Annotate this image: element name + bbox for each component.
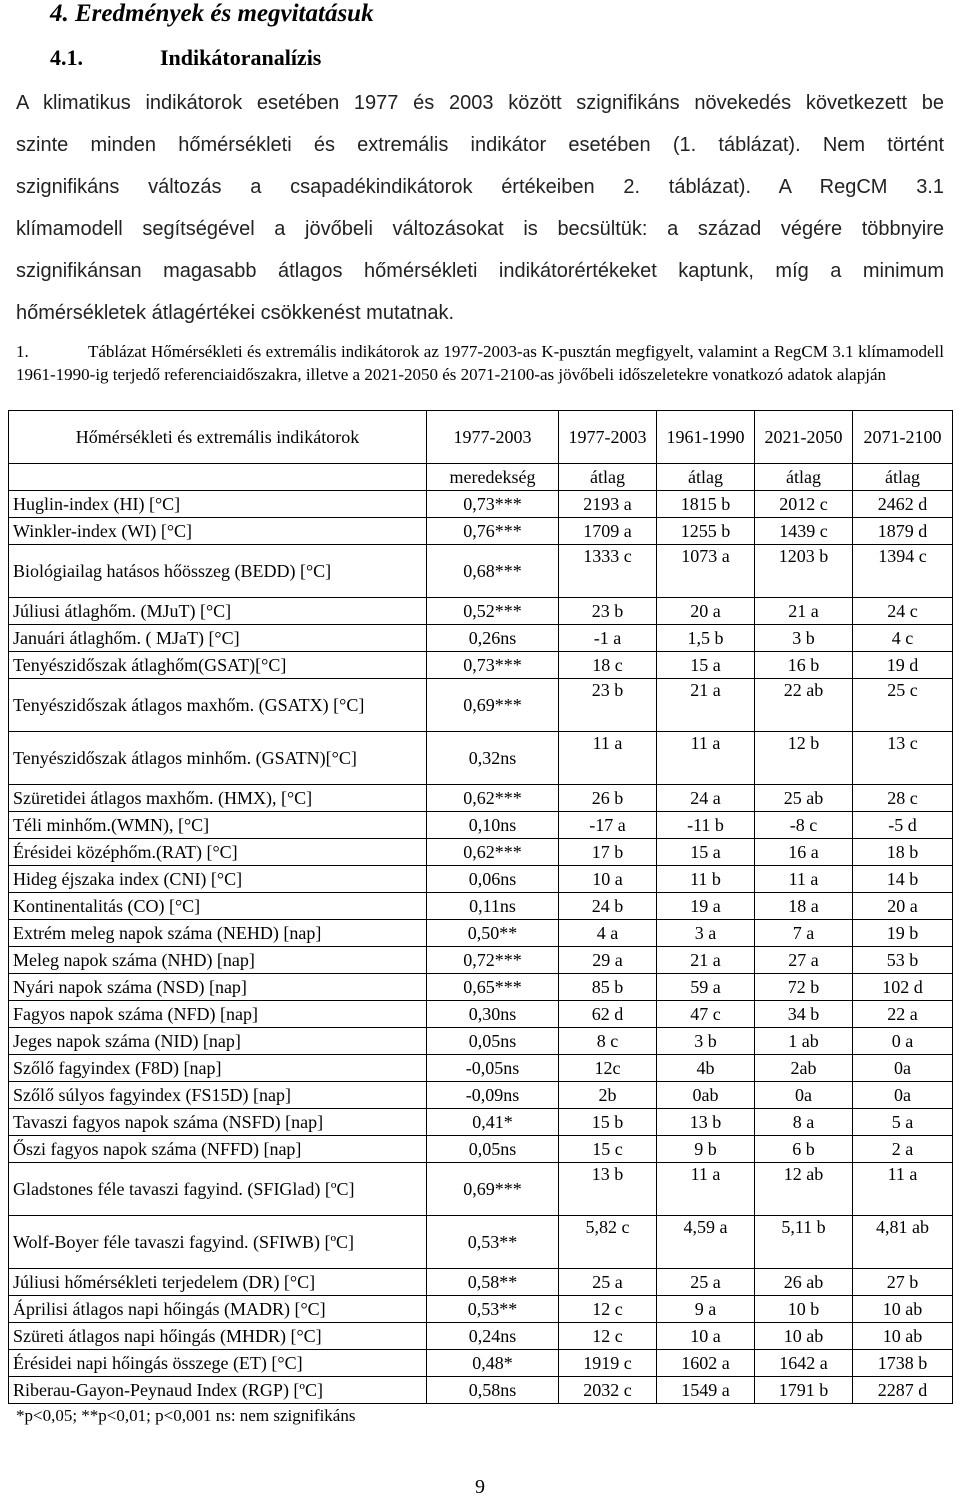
table-row	[9, 545, 953, 598]
mean-value: 22 a	[853, 1001, 953, 1028]
indicator-name: Januári átlaghőm. ( MJaT) [°C]	[9, 625, 427, 652]
slope-value: 0,41*	[427, 1109, 559, 1136]
slope-value: 0,65***	[427, 974, 559, 1001]
mean-value: 2193 a	[559, 491, 657, 518]
mean-value: 2ab	[755, 1055, 853, 1082]
mean-value: 1791 b	[755, 1377, 853, 1404]
mean-value: 11 b	[657, 866, 755, 893]
table-header-row	[9, 411, 953, 464]
mean-value: 11 a	[559, 732, 657, 785]
mean-value: 102 d	[853, 974, 953, 1001]
indicator-name: Téli minhőm.(WMN), [°C]	[9, 812, 427, 839]
mean-value: 2 a	[853, 1136, 953, 1163]
slope-value: 0,76***	[427, 518, 559, 545]
mean-value: 25 a	[559, 1269, 657, 1296]
mean-value: 24 c	[853, 598, 953, 625]
mean-value: 62 d	[559, 1001, 657, 1028]
mean-value: -11 b	[657, 812, 755, 839]
mean-value: 29 a	[559, 947, 657, 974]
slope-value: 0,53**	[427, 1216, 559, 1269]
table-row	[9, 1001, 953, 1028]
mean-value: 10 ab	[853, 1296, 953, 1323]
intro-line: szignifikánsan magasabb átlagos hőmérsékleti indikátorértékeket kaptunk, míg a minimum	[16, 260, 944, 282]
mean-value: 1203 b	[755, 545, 853, 598]
mean-value: 2287 d	[853, 1377, 953, 1404]
table-row	[9, 812, 953, 839]
table-row	[9, 1350, 953, 1377]
header-col-3: 1961-1990	[657, 411, 755, 464]
slope-value: 0,72***	[427, 947, 559, 974]
mean-value: 4,59 a	[657, 1216, 755, 1269]
table-row	[9, 1082, 953, 1109]
mean-value: 13 b	[657, 1109, 755, 1136]
mean-value: 11 a	[755, 866, 853, 893]
mean-value: 14 b	[853, 866, 953, 893]
table-row	[9, 518, 953, 545]
indicator-name: Őszi fagyos napok száma (NFFD) [nap]	[9, 1136, 427, 1163]
slope-value: 0,52***	[427, 598, 559, 625]
subheader-cell: meredekség	[427, 464, 559, 491]
mean-value: -5 d	[853, 812, 953, 839]
indicator-name: Fagyos napok száma (NFD) [nap]	[9, 1001, 427, 1028]
mean-value: 5 a	[853, 1109, 953, 1136]
mean-value: 23 b	[559, 679, 657, 732]
slope-value: 0,30ns	[427, 1001, 559, 1028]
mean-value: 2012 c	[755, 491, 853, 518]
mean-value: 13 c	[853, 732, 953, 785]
table-caption	[16, 340, 944, 386]
indicator-name: Hideg éjszaka index (CNI) [°C]	[9, 866, 427, 893]
mean-value: 1 ab	[755, 1028, 853, 1055]
slope-value: 0,73***	[427, 491, 559, 518]
table-row	[9, 1296, 953, 1323]
slope-value: 0,58**	[427, 1269, 559, 1296]
table-row	[9, 1055, 953, 1082]
table-row	[9, 679, 953, 732]
slope-value: 0,50**	[427, 920, 559, 947]
indicator-name: Meleg napok száma (NHD) [nap]	[9, 947, 427, 974]
mean-value: 3 a	[657, 920, 755, 947]
slope-value: 0,11ns	[427, 893, 559, 920]
slope-value: 0,53**	[427, 1296, 559, 1323]
mean-value: 18 b	[853, 839, 953, 866]
mean-value: 11 a	[853, 1163, 953, 1216]
mean-value: 1602 a	[657, 1350, 755, 1377]
header-col-4: 2021-2050	[755, 411, 853, 464]
indicator-name: Tavaszi fagyos napok száma (NSFD) [nap]	[9, 1109, 427, 1136]
subheader-empty	[9, 464, 427, 491]
table-body	[9, 491, 953, 1404]
mean-value: 24 b	[559, 893, 657, 920]
mean-value: 11 a	[657, 732, 755, 785]
slope-value: 0,06ns	[427, 866, 559, 893]
indicator-name: Wolf-Boyer féle tavaszi fagyind. (SFIWB) [ºC]	[9, 1216, 427, 1269]
slope-value: 0,69***	[427, 1163, 559, 1216]
mean-value: 21 a	[657, 947, 755, 974]
mean-value: 2462 d	[853, 491, 953, 518]
slope-value: -0,09ns	[427, 1082, 559, 1109]
mean-value: 23 b	[559, 598, 657, 625]
mean-value: 26 b	[559, 785, 657, 812]
section-heading	[50, 45, 321, 71]
table-row	[9, 598, 953, 625]
intro-paragraph	[16, 86, 944, 338]
mean-value: 21 a	[755, 598, 853, 625]
section-number: 4.1.	[50, 45, 83, 70]
mean-value: 9 a	[657, 1296, 755, 1323]
mean-value: 5,82 c	[559, 1216, 657, 1269]
slope-value: -0,05ns	[427, 1055, 559, 1082]
mean-value: 16 b	[755, 652, 853, 679]
slope-value: 0,32ns	[427, 732, 559, 785]
mean-value: 1394 c	[853, 545, 953, 598]
mean-value: 10 a	[559, 866, 657, 893]
table-row	[9, 1028, 953, 1055]
mean-value: 18 c	[559, 652, 657, 679]
mean-value: 27 a	[755, 947, 853, 974]
mean-value: 19 d	[853, 652, 953, 679]
mean-value: 25 ab	[755, 785, 853, 812]
indicator-table	[8, 410, 953, 1404]
mean-value: -17 a	[559, 812, 657, 839]
slope-value: 0,26ns	[427, 625, 559, 652]
indicator-name: Tenyészidőszak átlaghőm(GSAT)[°C]	[9, 652, 427, 679]
mean-value: 18 a	[755, 893, 853, 920]
table-row	[9, 785, 953, 812]
table-row	[9, 652, 953, 679]
slope-value: 0,62***	[427, 785, 559, 812]
indicator-name: Júliusi átlaghőm. (MJuT) [°C]	[9, 598, 427, 625]
mean-value: 1333 c	[559, 545, 657, 598]
mean-value: 26 ab	[755, 1269, 853, 1296]
mean-value: 1709 a	[559, 518, 657, 545]
table-row	[9, 732, 953, 785]
mean-value: 59 a	[657, 974, 755, 1001]
table-row	[9, 1377, 953, 1404]
indicator-name: Kontinentalitás (CO) [°C]	[9, 893, 427, 920]
indicator-name: Biológiailag hatásos hőösszeg (BEDD) [°C]	[9, 545, 427, 598]
mean-value: 8 a	[755, 1109, 853, 1136]
mean-value: 4,81 ab	[853, 1216, 953, 1269]
mean-value: 25 a	[657, 1269, 755, 1296]
mean-value: 9 b	[657, 1136, 755, 1163]
table-row	[9, 625, 953, 652]
mean-value: 27 b	[853, 1269, 953, 1296]
mean-value: 85 b	[559, 974, 657, 1001]
mean-value: 0a	[853, 1082, 953, 1109]
slope-value: 0,48*	[427, 1350, 559, 1377]
mean-value: 72 b	[755, 974, 853, 1001]
header-col-5: 2071-2100	[853, 411, 953, 464]
mean-value: 1815 b	[657, 491, 755, 518]
mean-value: 15 a	[657, 652, 755, 679]
slope-value: 0,24ns	[427, 1323, 559, 1350]
indicator-name: Áprilisi átlagos napi hőingás (MADR) [°C]	[9, 1296, 427, 1323]
mean-value: 16 a	[755, 839, 853, 866]
table-row	[9, 974, 953, 1001]
table-subheader-row	[9, 464, 953, 491]
mean-value: 20 a	[853, 893, 953, 920]
mean-value: 4 c	[853, 625, 953, 652]
indicator-name: Extrém meleg napok száma (NEHD) [nap]	[9, 920, 427, 947]
slope-value: 0,69***	[427, 679, 559, 732]
slope-value: 0,05ns	[427, 1136, 559, 1163]
intro-line: klímamodell segítségével a jövőbeli változásokat is becsültük: a század végére többnyire	[16, 218, 944, 240]
mean-value: 1879 d	[853, 518, 953, 545]
indicator-name: Jeges napok száma (NID) [nap]	[9, 1028, 427, 1055]
slope-value: 0,68***	[427, 545, 559, 598]
subheader-cell: átlag	[559, 464, 657, 491]
table-row	[9, 491, 953, 518]
intro-line: szignifikáns változás a csapadékindikátorok értékeiben 2. táblázat). A RegCM 3.1	[16, 176, 944, 198]
mean-value: 1439 c	[755, 518, 853, 545]
mean-value: 12 b	[755, 732, 853, 785]
intro-line: hőmérsékletek átlagértékei csökkenést mutatnak.	[16, 302, 454, 324]
mean-value: 8 c	[559, 1028, 657, 1055]
indicator-name: Júliusi hőmérsékleti terjedelem (DR) [°C]	[9, 1269, 427, 1296]
mean-value: 0ab	[657, 1082, 755, 1109]
indicator-name: Tenyészidőszak átlagos minhőm. (GSATN)[°C]	[9, 732, 427, 785]
mean-value: 12c	[559, 1055, 657, 1082]
table-row	[9, 947, 953, 974]
mean-value: 1255 b	[657, 518, 755, 545]
indicator-name: Szőlő súlyos fagyindex (FS15D) [nap]	[9, 1082, 427, 1109]
indicator-name: Gladstones féle tavaszi fagyind. (SFIGlad) [ºC]	[9, 1163, 427, 1216]
table-row	[9, 1163, 953, 1216]
header-col-2: 1977-2003	[559, 411, 657, 464]
mean-value: 1642 a	[755, 1350, 853, 1377]
mean-value: 19 a	[657, 893, 755, 920]
mean-value: 0 a	[853, 1028, 953, 1055]
table-footnote: *p<0,05; **p<0,01; p<0,001 ns: nem szignifikáns	[16, 1406, 356, 1425]
indicator-name: Huglin-index (HI) [°C]	[9, 491, 427, 518]
mean-value: 4 a	[559, 920, 657, 947]
header-indicator: Hőmérsékleti és extremális indikátorok	[9, 411, 427, 464]
indicator-name: Érésidei középhőm.(RAT) [°C]	[9, 839, 427, 866]
page-number: 9	[475, 1476, 485, 1498]
indicator-name: Riberau-Gayon-Peynaud Index (RGP) [ºC]	[9, 1377, 427, 1404]
mean-value: -1 a	[559, 625, 657, 652]
indicator-name: Szőlő fagyindex (F8D) [nap]	[9, 1055, 427, 1082]
table-row	[9, 1109, 953, 1136]
mean-value: 1919 c	[559, 1350, 657, 1377]
intro-line: A klimatikus indikátorok esetében 1977 és 2003 között szignifikáns növekedés következett be	[16, 92, 944, 114]
mean-value: 17 b	[559, 839, 657, 866]
table-row	[9, 839, 953, 866]
slope-value: 0,10ns	[427, 812, 559, 839]
mean-value: 12 c	[559, 1296, 657, 1323]
indicator-name: Szüreti átlagos napi hőingás (MHDR) [°C]	[9, 1323, 427, 1350]
indicator-name: Tenyészidőszak átlagos maxhőm. (GSATX) [°C]	[9, 679, 427, 732]
mean-value: 47 c	[657, 1001, 755, 1028]
mean-value: 7 a	[755, 920, 853, 947]
mean-value: 22 ab	[755, 679, 853, 732]
chapter-heading: 4. Eredmények és megvitatásuk	[50, 0, 374, 27]
caption-text: Táblázat Hőmérsékleti és extremális indikátorok az 1977-2003-as K-pusztán megfigyelt, valamint a RegCM 3.1 klímamodell 1961-1990-ig terjedő referenciaidőszakra, illetve a 2021-2050 és 2071-2100-as jövőbeli időszeletekre vonatkozó adatok alapján	[16, 342, 944, 384]
mean-value: 2032 c	[559, 1377, 657, 1404]
mean-value: 53 b	[853, 947, 953, 974]
mean-value: 21 a	[657, 679, 755, 732]
subheader-cell: átlag	[853, 464, 953, 491]
mean-value: 4b	[657, 1055, 755, 1082]
indicator-name: Nyári napok száma (NSD) [nap]	[9, 974, 427, 1001]
mean-value: 13 b	[559, 1163, 657, 1216]
mean-value: 28 c	[853, 785, 953, 812]
header-col-1: 1977-2003	[427, 411, 559, 464]
mean-value: 15 b	[559, 1109, 657, 1136]
mean-value: 19 b	[853, 920, 953, 947]
subheader-cell: átlag	[755, 464, 853, 491]
table-row	[9, 1136, 953, 1163]
table-row	[9, 1216, 953, 1269]
table-row	[9, 866, 953, 893]
indicator-name: Érésidei napi hőingás összege (ET) [°C]	[9, 1350, 427, 1377]
indicator-name: Szüretidei átlagos maxhőm. (HMX), [°C]	[9, 785, 427, 812]
mean-value: 10 b	[755, 1296, 853, 1323]
subheader-cell: átlag	[657, 464, 755, 491]
mean-value: 1549 a	[657, 1377, 755, 1404]
mean-value: 10 a	[657, 1323, 755, 1350]
table-row	[9, 1269, 953, 1296]
mean-value: 25 c	[853, 679, 953, 732]
mean-value: 12 c	[559, 1323, 657, 1350]
slope-value: 0,62***	[427, 839, 559, 866]
mean-value: 24 a	[657, 785, 755, 812]
caption-number: 1.	[16, 342, 29, 361]
intro-line: szinte minden hőmérsékleti és extremális indikátor esetében (1. táblázat). Nem történt	[16, 134, 944, 156]
mean-value: 5,11 b	[755, 1216, 853, 1269]
table-row	[9, 920, 953, 947]
indicator-name: Winkler-index (WI) [°C]	[9, 518, 427, 545]
table-row	[9, 893, 953, 920]
mean-value: 0a	[755, 1082, 853, 1109]
mean-value: 11 a	[657, 1163, 755, 1216]
mean-value: -8 c	[755, 812, 853, 839]
mean-value: 10 ab	[853, 1323, 953, 1350]
mean-value: 1738 b	[853, 1350, 953, 1377]
table-row	[9, 1323, 953, 1350]
mean-value: 0a	[853, 1055, 953, 1082]
mean-value: 20 a	[657, 598, 755, 625]
mean-value: 15 a	[657, 839, 755, 866]
mean-value: 15 c	[559, 1136, 657, 1163]
mean-value: 3 b	[657, 1028, 755, 1055]
mean-value: 10 ab	[755, 1323, 853, 1350]
mean-value: 3 b	[755, 625, 853, 652]
mean-value: 34 b	[755, 1001, 853, 1028]
section-title: Indikátoranalízis	[160, 45, 322, 70]
mean-value: 1,5 b	[657, 625, 755, 652]
slope-value: 0,73***	[427, 652, 559, 679]
mean-value: 2b	[559, 1082, 657, 1109]
slope-value: 0,05ns	[427, 1028, 559, 1055]
mean-value: 6 b	[755, 1136, 853, 1163]
slope-value: 0,58ns	[427, 1377, 559, 1404]
mean-value: 1073 a	[657, 545, 755, 598]
mean-value: 12 ab	[755, 1163, 853, 1216]
